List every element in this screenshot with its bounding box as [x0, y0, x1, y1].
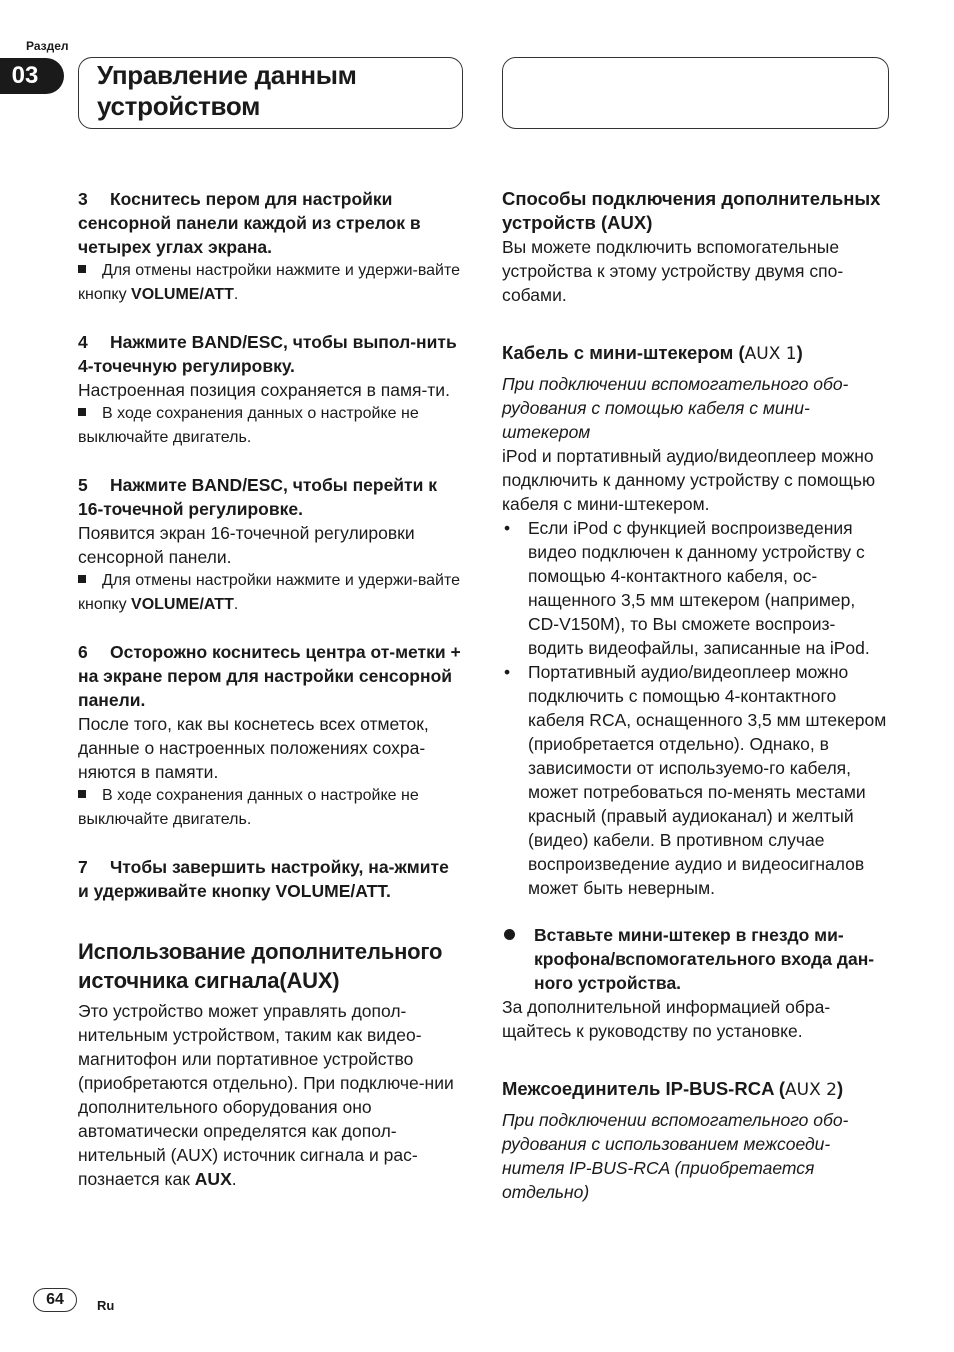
list-item: • Если iPod с функцией воспроизведения видео подключен к данному устройству с помощью 4-контактного кабеля, ос-нащенного 3,5 мм штекером (например, CD-V150M), то Вы сможете воспроиз-водить видеофайлы, записанные на iPod. [502, 516, 890, 660]
note-text: В ходе сохранения данных о настройке не выключайте двигатель. [78, 405, 419, 446]
square-bullet-icon [78, 575, 86, 583]
cable-heading-text: Кабель с мини-штекером ( [502, 342, 745, 363]
step-text: Нажмите BAND/ESC, чтобы выпол-нить 4-точечную регулировку. [78, 332, 457, 376]
ipbus-heading [502, 1077, 890, 1102]
step-text: Коснитесь пером для настройки сенсорной панели каждой из стрелок в четырех углах экрана. [78, 189, 421, 257]
square-bullet-icon [78, 790, 86, 798]
aux-body-punct: . [231, 1169, 237, 1189]
page-number: 64 [33, 1288, 77, 1312]
ipbus-heading-text: Межсоединитель IP-BUS-RCA ( [502, 1078, 786, 1099]
step-6 [78, 640, 462, 712]
ipbus-italic: При подключении вспомогательного обо-рудования с использованием межсоеди-нителя IP-BUS-RCA (приобретается отдельно) [502, 1110, 849, 1202]
step-number: 3 [78, 189, 88, 209]
ipbus-heading-close: ) [837, 1078, 844, 1099]
section-number-tab: 03 [0, 58, 64, 94]
step-7 [78, 855, 462, 903]
left-column [78, 187, 462, 1191]
step-4 [78, 330, 462, 378]
cable-heading-aux: AUX 1 [744, 344, 797, 364]
aux-body-text: Это устройство может управлять допол-нительным устройством, таким как видео-магнитофон или портативное устройство (приобретаются отдельно). При подключе-нии дополнительного оборудования оно автоматически определятся как допол-нительный (AUX) источник сигнала и рас-познается как [78, 1001, 454, 1189]
step-text: Чтобы завершить настройку, на-жмите и удерживайте кнопку VOLUME/ATT. [78, 857, 449, 901]
filled-circle-icon [504, 929, 515, 940]
step-number: 4 [78, 332, 88, 352]
language-code: Ru [97, 1298, 115, 1313]
step-text: Нажмите BAND/ESC, чтобы перейти к 16-точечной регулировке. [78, 475, 438, 519]
insert-body: За дополнительной информацией обра-щайтесь к руководству по установке. [502, 997, 831, 1041]
step-number: 6 [78, 642, 88, 662]
step-4-body: Настроенная позиция сохраняется в памя-ти. [78, 380, 450, 400]
ipbus-heading-aux: AUX 2 [785, 1080, 837, 1100]
page-title: Управление данным устройством [97, 60, 357, 121]
list-item: • Портативный аудио/видеоплеер можно подключить с помощью 4-контактного кабеля RCA, оснащенного 3,5 мм штекером (приобретается отдельно). Однако, в зависимости от используемо-го кабеля, может потребоваться по-менять местами красный (правый аудиоканал) и желтый (видео) кабели. В противном случае воспроизведение аудио и видеосигналов может быть неверным. [502, 660, 890, 900]
aux-heading: Использование дополнительного источника сигнала(AUX) [78, 939, 443, 993]
aux-body [78, 999, 462, 1191]
section-label: Раздел [26, 39, 69, 53]
cable-italic: При подключении вспомогательного обо-рудования с помощью кабеля с мини-штекером [502, 374, 849, 442]
note-3 [78, 259, 462, 307]
cable-bullets [502, 516, 890, 900]
step-text: Осторожно коснитесь центра от-метки + на экране пером для настройки сенсорной панели. [78, 642, 461, 710]
button-name: VOLUME/ATT [131, 286, 234, 303]
note-text: Для отмены настройки нажмите и удержи-вайте кнопку [78, 262, 461, 303]
aux-source-name: AUX [194, 1169, 232, 1189]
button-name: VOLUME/ATT [131, 596, 234, 613]
cable-body: iPod и портативный аудио/видеоплеер можно подключить к данному устройству с помощью кабеля с мини-штекером. [502, 446, 876, 514]
step-3 [78, 187, 462, 259]
insert-step [502, 923, 890, 995]
cable-heading [502, 341, 890, 366]
note-punct: . [233, 596, 239, 613]
step-number: 7 [78, 857, 88, 877]
note-4 [78, 402, 462, 450]
step-5-body: Появится экран 16-точечной регулировки сенсорной панели. [78, 523, 415, 567]
note-text: В ходе сохранения данных о настройке не выключайте двигатель. [78, 787, 419, 828]
note-text: Для отмены настройки нажмите и удержи-вайте кнопку [78, 572, 461, 613]
step-5 [78, 473, 462, 521]
empty-title-frame [502, 57, 889, 129]
note-6 [78, 784, 462, 832]
methods-body: Вы можете подключить вспомогательные устройства к этому устройству двумя спо-собами. [502, 237, 844, 305]
square-bullet-icon [78, 408, 86, 416]
methods-heading: Способы подключения дополнительных устройств (AUX) [502, 188, 881, 233]
right-column [502, 187, 890, 1204]
note-punct: . [233, 286, 239, 303]
step-6-body: После того, как вы коснетесь всех отметок, данные о настроенных положениях сохра-няются в памяти. [78, 714, 429, 782]
cable-heading-close: ) [796, 342, 803, 363]
step-text: Вставьте мини-штекер в гнездо ми-крофона/вспомогательного входа дан-ного устройства. [534, 925, 875, 993]
note-5 [78, 569, 462, 617]
step-number: 5 [78, 475, 88, 495]
square-bullet-icon [78, 265, 86, 273]
